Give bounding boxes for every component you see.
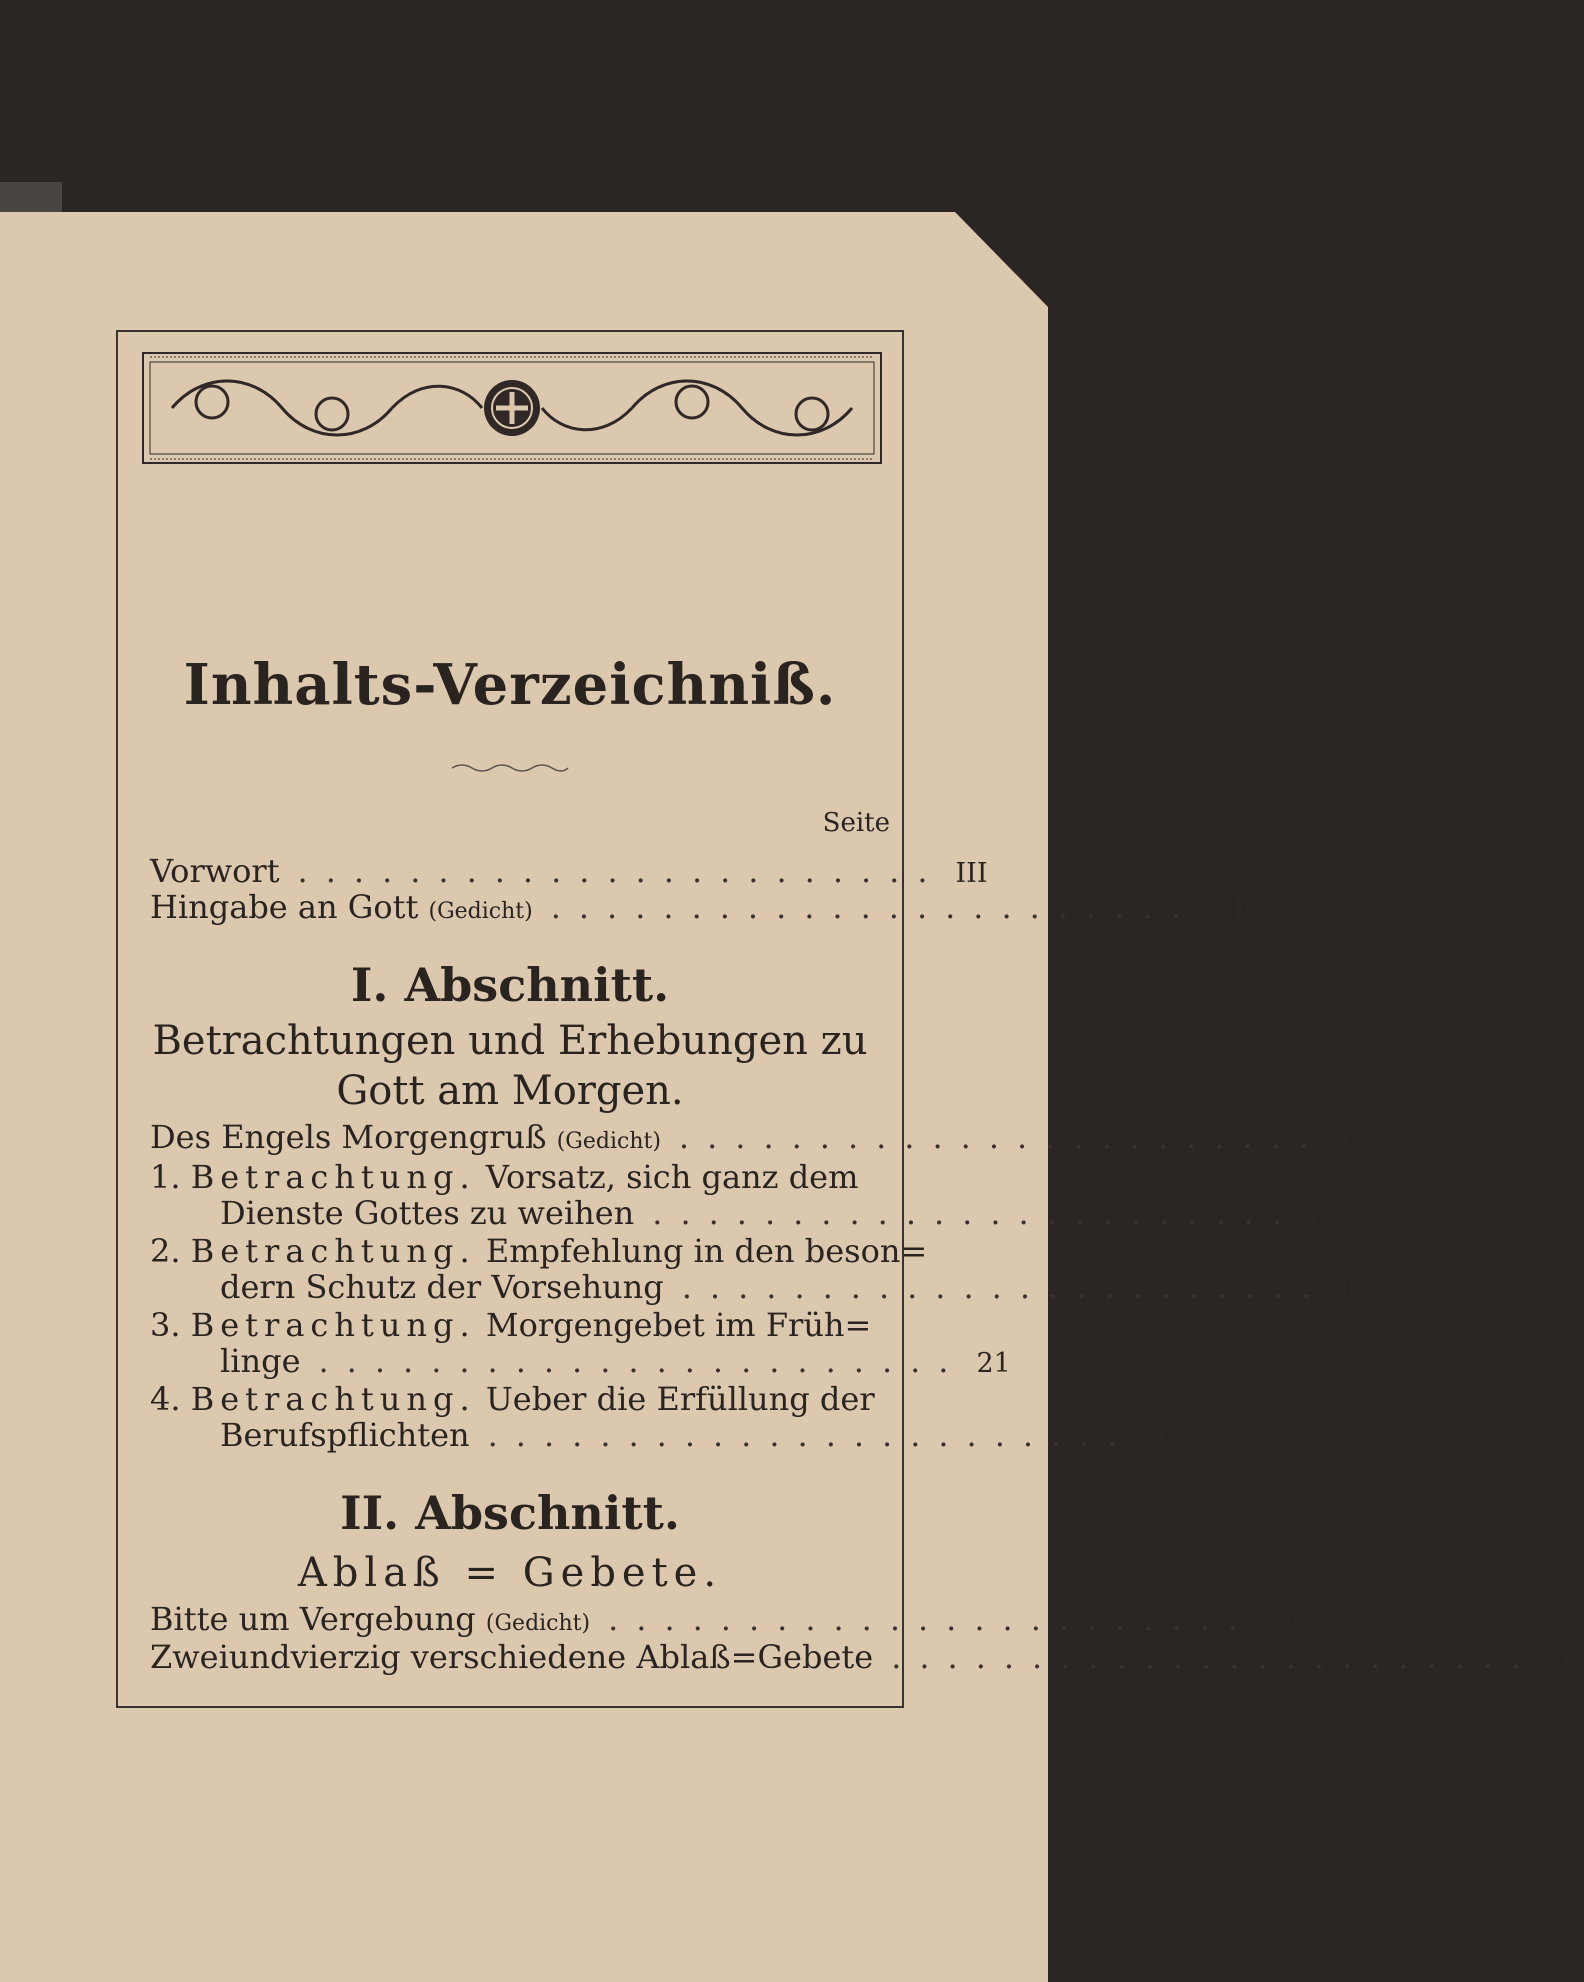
toc-entry-ablass-gebete: Zweiundvierzig verschiedene Ablaß=Gebete ....................... 33 (150, 1638, 1584, 1676)
toc-entry-betrachtung-2-line1: 2. Betrachtung. Empfehlung in den beson= (150, 1232, 928, 1270)
page-title: Inhalts-Verzeichniß. (183, 652, 837, 718)
section-1-heading: I. Abschnitt. (350, 958, 670, 1012)
toc-entry-betrachtung-4-line2: Berufspflichten ....................... 26 (220, 1416, 1180, 1454)
toc-entry-bitte-um-vergebung: Bitte um Vergebung (Gedicht) ....................... 31 (150, 1600, 1301, 1638)
section-1-subtitle-line1: Betrachtungen und Erhebungen zu (152, 1018, 868, 1064)
section-1-subtitle-line2: Gott am Morgen. (336, 1068, 684, 1114)
decorative-wave-rule (450, 760, 570, 774)
section-2-heading: II. Abschnitt. (340, 1486, 680, 1540)
toc-entry-betrachtung-2-line2: dern Schutz der Vorsehung ....................... 16 (220, 1268, 1375, 1306)
toc-entry-hingabe: Hingabe an Gott (Gedicht) ....................... VII (150, 888, 1250, 926)
toc-entry-engels-morgengruss: Des Engels Morgengruß (Gedicht) ....................... 9 (150, 1118, 1355, 1156)
toc-entry-betrachtung-3-line2: linge ....................... 21 (220, 1342, 1011, 1380)
toc-entry-betrachtung-3-line1: 3. Betrachtung. Morgengebet im Früh= (150, 1306, 872, 1344)
section-2-subtitle: Ablaß = Gebete. (297, 1550, 723, 1596)
toc-entry-vorwort: Vorwort ....................... III (150, 852, 988, 890)
toc-entry-betrachtung-4-line1: 4. Betrachtung. Ueber die Erfüllung der (150, 1380, 875, 1418)
background-edge (0, 182, 62, 212)
toc-entry-betrachtung-1-line1: 1. Betrachtung. Vorsatz, sich ganz dem (150, 1158, 859, 1196)
toc-entry-betrachtung-1-line2: Dienste Gottes zu weihen ....................... 11 (220, 1194, 1345, 1232)
decorative-header-ornament (142, 352, 882, 464)
page-column-label: Seite (822, 808, 890, 838)
